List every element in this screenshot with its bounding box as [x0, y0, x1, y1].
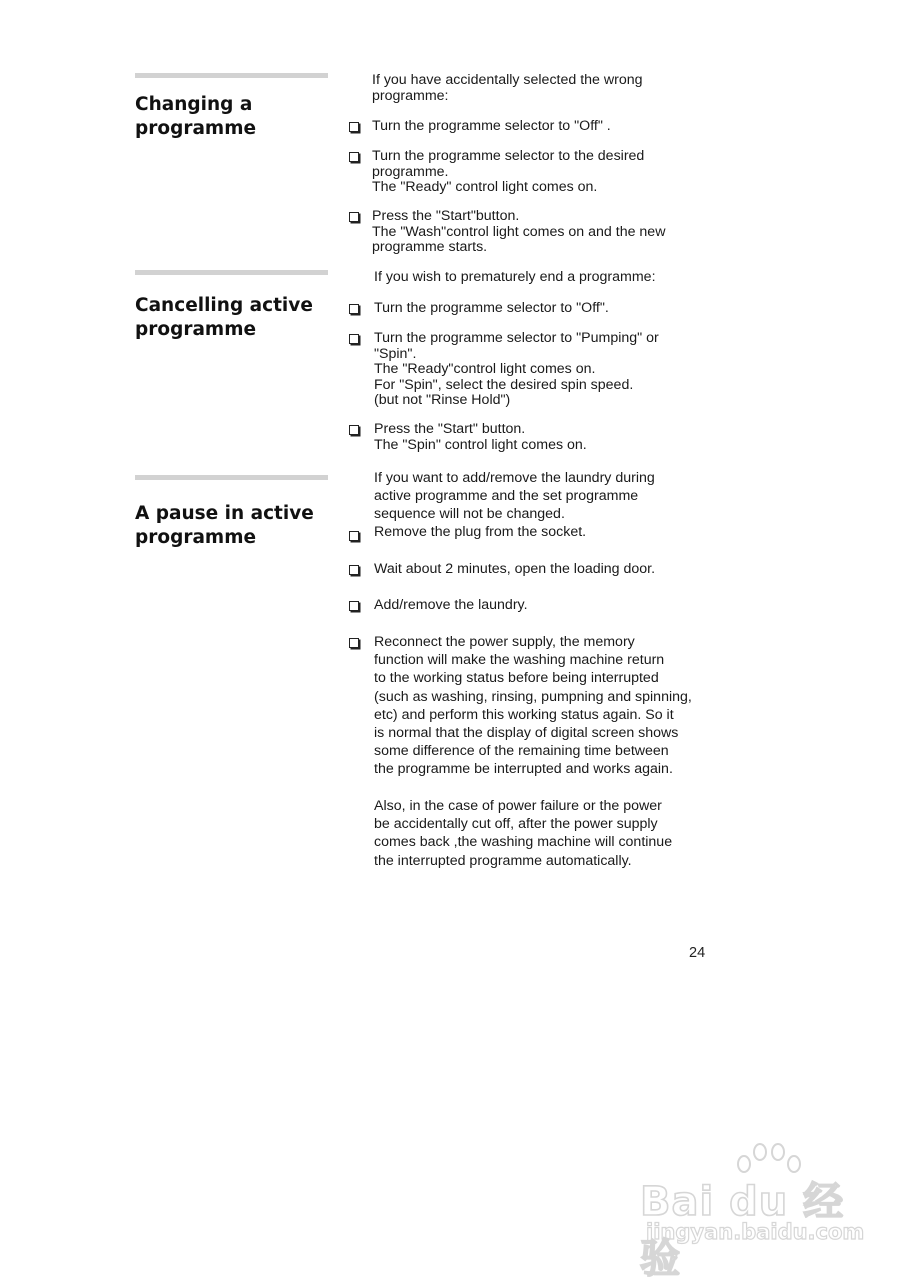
- list-item: Press the "Start" button. The "Spin" control light comes on.: [374, 421, 587, 453]
- list-item: Remove the plug from the socket.: [374, 524, 587, 540]
- watermark-url: jingyan.baidu.com: [646, 1220, 865, 1244]
- checkbox-bullet-icon: [349, 531, 359, 541]
- checkbox-bullet-icon: [349, 425, 359, 435]
- list-item: Turn the programme selector to the desired programme. The "Ready" control light comes on.: [372, 148, 645, 195]
- checkbox-bullet-icon: [349, 565, 359, 575]
- list-item: Press the "Start"button. The "Wash"control light comes on and the new programme starts.: [372, 208, 666, 255]
- checkbox-bullet-icon: [349, 601, 359, 611]
- watermark-logo: Bai du 经验: [640, 1179, 845, 1282]
- checkbox-bullet-icon: [349, 304, 359, 314]
- section-divider: [135, 270, 328, 275]
- section-intro: If you wish to prematurely end a programme:: [374, 269, 656, 285]
- list-item: Turn the programme selector to "Pumping" or "Spin". The "Ready"control light comes on. For "Spin", select the desired spin speed. (but not "Rinse Hold"): [374, 330, 659, 408]
- section-heading-cancelling: Cancelling active programme: [135, 295, 313, 340]
- section-intro: If you have accidentally selected the wrong programme:: [372, 72, 643, 104]
- section-heading-changing: Changing a programme: [135, 94, 257, 139]
- checkbox-bullet-icon: [349, 152, 359, 162]
- list-item: Add/remove the laundry.: [374, 597, 528, 613]
- checkbox-bullet-icon: [349, 122, 359, 132]
- list-item: Turn the programme selector to "Off" .: [372, 118, 611, 134]
- page-number: 24: [689, 945, 706, 961]
- list-item: Reconnect the power supply, the memory function will make the washing machine return to the working status before being interrupted (such as washing, rinsing, pumpning and spinning, etc) and perform this working status again. So it is normal that the display of digital screen shows some difference of the remaining time between the programme be interrupted and works again.: [374, 634, 692, 778]
- checkbox-bullet-icon: [349, 334, 359, 344]
- list-item: Turn the programme selector to "Off".: [374, 300, 609, 316]
- checkbox-bullet-icon: [349, 212, 359, 222]
- list-item: Wait about 2 minutes, open the loading door.: [374, 561, 656, 577]
- section-note: Also, in the case of power failure or the power be accidentally cut off, after the power supply comes back ,the washing machine will continue the interrupted programme automatically.: [374, 798, 673, 869]
- baidu-watermark: [640, 1140, 865, 1282]
- section-intro: If you want to add/remove the laundry during active programme and the set programme sequence will not be changed.: [374, 470, 655, 523]
- section-heading-pause: A pause in active programme: [135, 503, 314, 548]
- checkbox-bullet-icon: [349, 638, 359, 648]
- section-divider: [135, 73, 328, 78]
- section-divider: [135, 475, 328, 480]
